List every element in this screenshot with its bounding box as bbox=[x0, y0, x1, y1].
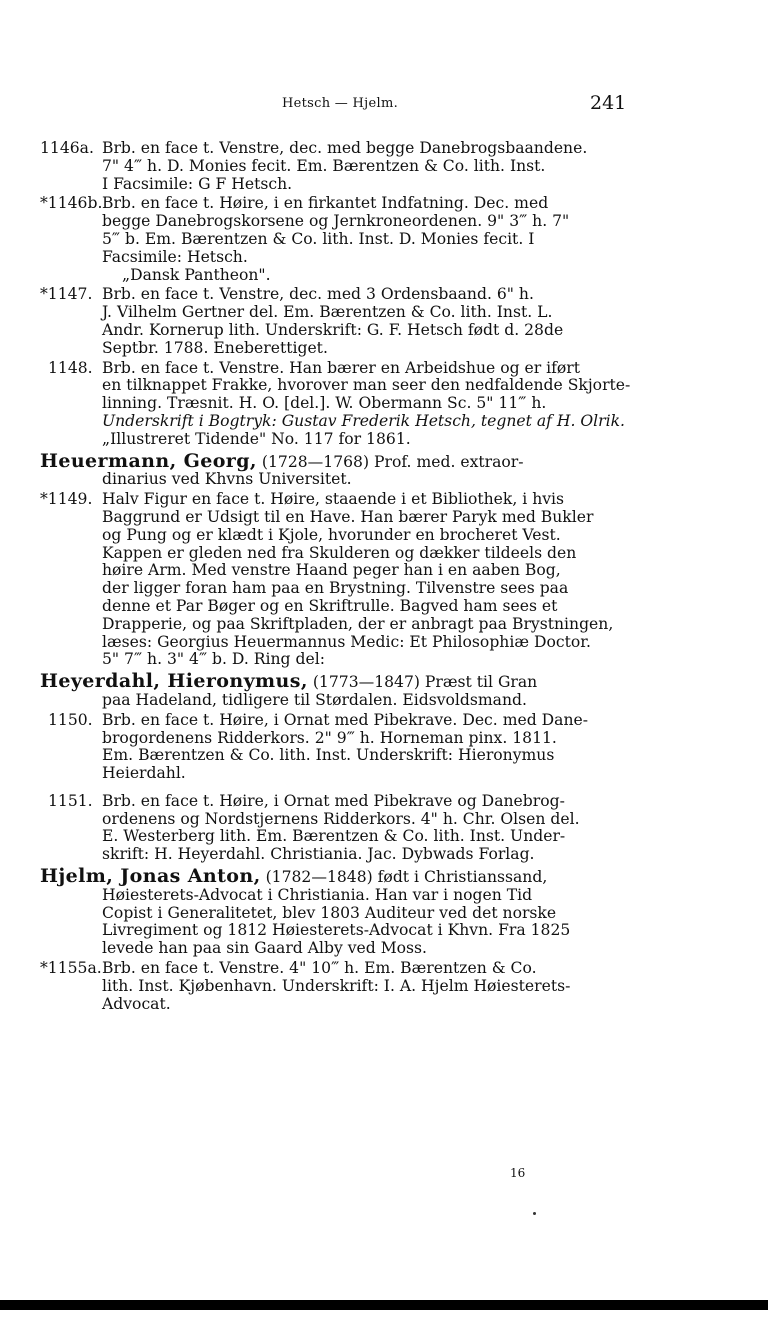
entry-line: Kappen er gleden ned fra Skulderen og dækker tildeels den bbox=[102, 543, 577, 562]
entry-line: høire Arm. Med venstre Haand peger han i en aaben Bog, bbox=[102, 561, 561, 580]
entry-line: Em. Bærentzen & Co. lith. Inst. Underskrift: Hieronymus bbox=[102, 746, 555, 765]
entry-line: læses: Georgius Heuermannus Medic: Et Philosophiæ Doctor. bbox=[102, 632, 591, 651]
scan-edge-bar bbox=[0, 1300, 768, 1310]
entry-line: „Illustreret Tidende" No. 117 for 1861. bbox=[102, 429, 411, 448]
entry-line: der ligger foran ham paa en Brystning. Tilvenstre sees paa bbox=[102, 579, 569, 598]
running-title: Hetsch — Hjelm. bbox=[282, 96, 399, 111]
catalog-entry bbox=[40, 140, 646, 193]
entry-line: Brb. en face t. Høire, i Ornat med Pibekrave og Danebrog- bbox=[102, 791, 565, 810]
entry-line: 7" 4‴ h. D. Monies fecit. Em. Bærentzen & Co. lith. Inst. bbox=[102, 156, 546, 175]
entry-line: Underskrift i Bogtryk: Gustav Frederik Hetsch, tegnet af H. Olrik. bbox=[102, 411, 626, 430]
person-bio-line: (1782—1848) født i Christianssand, bbox=[265, 868, 548, 887]
catalog-entry bbox=[40, 491, 646, 669]
catalog-entry bbox=[40, 286, 646, 357]
entry-line: Advocat. bbox=[102, 994, 171, 1013]
entry-line: skrift: H. Heyerdahl. Christiania. Jac. Dybwads Forlag. bbox=[102, 845, 535, 864]
entry-number: 1146a. bbox=[40, 139, 94, 157]
entry-number: *1149. bbox=[40, 490, 93, 509]
entry-line: Drapperie, og paa Skriftpladen, der er anbragt paa Brystningen, bbox=[102, 614, 614, 633]
catalog-entry bbox=[40, 360, 646, 449]
person-name: Heyerdahl, Hieronymus, bbox=[40, 670, 308, 693]
entry-line: Septbr. 1788. Eneberettiget. bbox=[102, 338, 328, 357]
catalog-entry bbox=[40, 960, 646, 1013]
entry-number: *1146b. bbox=[40, 194, 103, 213]
entry-line: Brb. en face t. Høire, i Ornat med Pibekrave. Dec. med Dane- bbox=[102, 710, 588, 729]
entry-line: begge Danebrogskorsene og Jernkroneordenen. 9" 3‴ h. 7" bbox=[102, 212, 570, 231]
entry-line: E. Westerberg lith. Em. Bærentzen & Co. lith. Inst. Under- bbox=[102, 827, 566, 846]
entry-number: *1155a. bbox=[40, 959, 102, 978]
entry-number: 1151. bbox=[48, 791, 93, 810]
entry-line: Brb. en face t. Venstre. 4" 10‴ h. Em. Bærentzen & Co. bbox=[102, 959, 537, 978]
catalog-entry bbox=[40, 793, 646, 864]
entry-line: en tilknappet Frakke, hvorover man seer den nedfaldende Skjorte- bbox=[102, 376, 631, 395]
entry-line: Heierdahl. bbox=[102, 764, 186, 783]
person-bio-line: (1728—1768) Prof. med. extraor- bbox=[261, 452, 524, 471]
person-bio-line: Copist i Generalitetet, blev 1803 Auditeur ved det norske bbox=[102, 903, 557, 922]
person-bio-line: levede han paa sin Gaard Alby ved Moss. bbox=[102, 939, 428, 958]
entry-line: Facsimile: Hetsch. bbox=[102, 247, 248, 266]
entry-line: Brb. en face t. Høire, i en firkantet Indfatning. Dec. med bbox=[102, 194, 549, 213]
entry-line: Andr. Kornerup lith. Underskrift: G. F. Hetsch født d. 28de bbox=[102, 320, 564, 339]
catalog-entry bbox=[40, 195, 646, 284]
person-bio-line: Høiesterets-Advocat i Christiania. Han var i nogen Tid bbox=[102, 885, 533, 904]
entry-line: og Pung og er klædt i Kjole, hvorunder en brocheret Vest. bbox=[102, 525, 561, 544]
entry-number: *1147. bbox=[40, 285, 93, 304]
entry-line: I Facsimile: G F Hetsch. bbox=[102, 174, 293, 193]
running-head bbox=[0, 92, 768, 120]
page-content bbox=[40, 140, 646, 1015]
print-speck bbox=[533, 1212, 536, 1215]
entry-line: lith. Inst. Kjøbenhavn. Underskrift: I. A. Hjelm Høiesterets- bbox=[102, 976, 571, 995]
person-bio-line: Livregiment og 1812 Høiesterets-Advocat i Khvn. Fra 1825 bbox=[102, 921, 571, 940]
entry-line: 5‴ b. Em. Bærentzen & Co. lith. Inst. D. Monies fecit. I bbox=[102, 229, 535, 248]
entry-line: brogordenens Ridderkors. 2" 9‴ h. Horneman pinx. 1811. bbox=[102, 728, 557, 747]
signature-mark: 16 bbox=[510, 1166, 526, 1180]
entry-number: 1148. bbox=[48, 358, 93, 377]
person-bio-line: (1773—1847) Præst til Gran bbox=[312, 673, 538, 692]
entry-line: Brb. en face t. Venstre, dec. med 3 Ordensbaand. 6" h. bbox=[102, 285, 534, 304]
catalog-entry bbox=[40, 712, 646, 783]
entry-line: denne et Par Bøger og en Skriftrulle. Bagved ham sees et bbox=[102, 596, 558, 615]
person-name: Heuermann, Georg, bbox=[40, 449, 257, 472]
page-number: 241 bbox=[590, 92, 627, 114]
entry-line: ordenens og Nordstjernens Ridderkors. 4" h. Chr. Olsen del. bbox=[102, 809, 580, 828]
entry-line: linning. Træsnit. H. O. [del.]. W. Obermann Sc. 5" 11‴ h. bbox=[102, 394, 547, 413]
entry-number: 1150. bbox=[48, 710, 93, 729]
person-bio-line: paa Hadeland, tidligere til Størdalen. Eidsvoldsmand. bbox=[102, 690, 527, 709]
entry-line: J. Vilhelm Gertner del. Em. Bærentzen & Co. lith. Inst. L. bbox=[102, 303, 553, 322]
entry-line: Halv Figur en face t. Høire, staaende i et Bibliothek, i hvis bbox=[102, 490, 565, 509]
person-heading bbox=[40, 865, 646, 958]
entry-line: Brb. en face t. Venstre. Han bærer en Arbeidshue og er iført bbox=[102, 358, 581, 377]
entry-line: Brb. en face t. Venstre, dec. med begge Danebrogsbaandene. bbox=[102, 139, 588, 157]
person-bio-line: dinarius ved Khvns Universitet. bbox=[102, 470, 352, 489]
person-heading bbox=[40, 449, 646, 490]
entry-line: Baggrund er Udsigt til en Have. Han bærer Paryk med Bukler bbox=[102, 507, 594, 526]
person-heading bbox=[40, 670, 646, 710]
entry-line: „Dansk Pantheon". bbox=[122, 265, 271, 284]
entry-line: 5" 7‴ h. 3" 4‴ b. D. Ring del: bbox=[102, 650, 325, 669]
person-name: Hjelm, Jonas Anton, bbox=[40, 865, 261, 888]
